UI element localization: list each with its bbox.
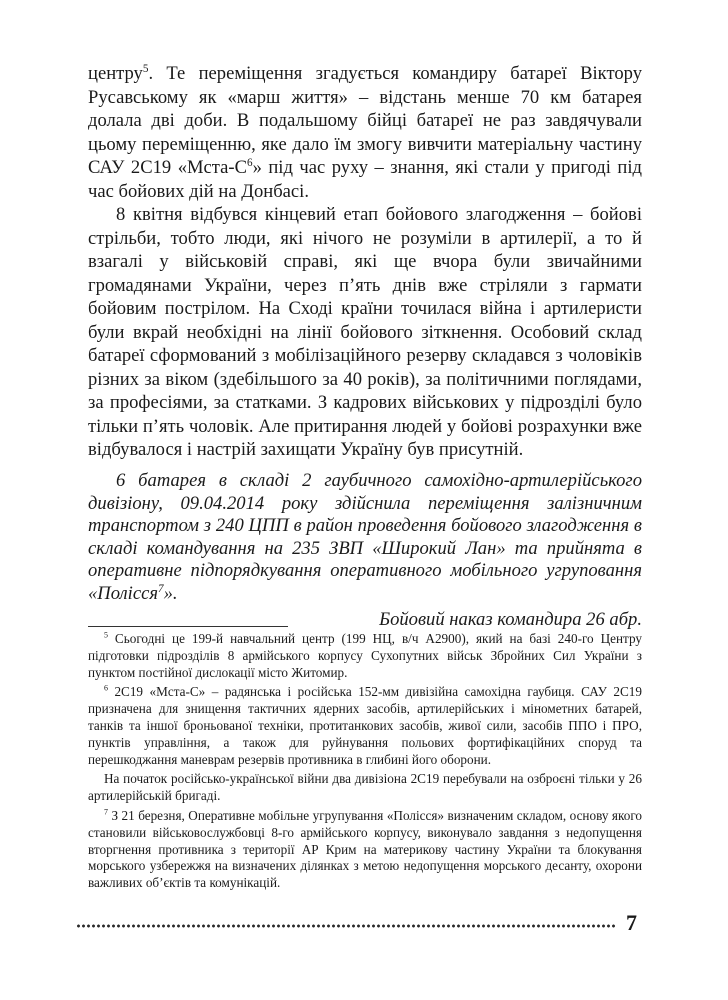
paragraph-1 xyxy=(88,62,642,203)
footnotes xyxy=(88,631,642,895)
footnote-7-number: 7 xyxy=(104,807,108,817)
footnote-5-number: 5 xyxy=(104,630,108,640)
main-text xyxy=(88,62,642,462)
footnote-7 xyxy=(88,808,642,892)
footnote-5-text: Сьогодні це 199-й навчальний центр (199 НЦ, в/ч А2900), який на базі 240-го Центру підготовки підрозділів 8 армійського корпусу Сухопутних військ Збройних Сил України з пунктом постійної дислокації місто Житомир. xyxy=(88,631,642,680)
footnote-5 xyxy=(88,631,642,681)
footnote-ref-6: 6 xyxy=(246,156,253,169)
p1-mid: . Те переміщення згадується командиру батареї Віктору Русавському як «марш життя» – відстань менше 70 км батарея долала дві доби. В подальшому бійці батареї не раз завдячували цьому переміщенню, яке дало їм змогу вивчити матеріальну частину САУ 2С19 «Мста-С xyxy=(88,63,642,178)
footnote-6-continued: На початок російсько-української війни два дивізіона 2С19 перебували на озброєні тільки у 26 артилерійській бригаді. xyxy=(88,771,642,804)
footnote-6 xyxy=(88,684,642,768)
quote-end: ». xyxy=(163,582,178,604)
footnote-separator xyxy=(88,626,288,627)
quote-block xyxy=(88,470,642,632)
quote-signature: Бойовий наказ командира 26 абр. xyxy=(379,609,642,630)
p1-start: центру xyxy=(88,63,143,84)
footnote-6-text: 2С19 «Мста-С» – радянська і російська 152-мм дивізійна самохідна гаубиця. САУ 2С19 призначена для знищення тактичних ядерних засобів, артилерійських і мінометних батарей, танків та іншої броньованої техніки, протитанкових засобів, живої сили, засобів ППО і ПРО, пунктів управління, а також для руйнування польових фортифікаційних споруд та перешкоджання маневрам резервів противника в глибині його оборони. xyxy=(88,684,642,767)
quote-body: 6 батарея в складі 2 гаубичного самохідно-артилерійського дивізіону, 09.04.2014 року здійснила переміщення залізничним транспортом з 240 ЦПП в район проведення бойового злагодження в складі командування на 235 ЗВП «Широкий Лан» та прийнята в оперативне підпорядкування оперативного мобільного угруповання «Полісся xyxy=(88,470,642,604)
footnote-6-number: 6 xyxy=(104,684,108,693)
footer-dotted-rule xyxy=(76,924,616,928)
footnote-ref-5: 5 xyxy=(142,62,149,75)
paragraph-2: 8 квітня відбувся кінцевий етап бойового злагодження – бойові стрільби, тобто люди, які нічого не розуміли в артилерії, а то й взагалі у військовій справі, які ще вчора були звичайними громадянами України, через п’ять днів вже стріляли з гармати бойовим пострілом. На Сході країни точилася війна і артилеристи були вкрай необхідні на лінії бойового зіткнення. Особовий склад батареї сформований з мобілізаційного резерву складався з чоловіків різних за віком (здебільшого за 40 років), за політичними поглядами, за професіями, за статками. З кадрових військових у підрозділі було тільки п’ять чоловік. Але притирання людей у бойові розрахунки вже відбувалося і настрій захищати Україну був присутній. xyxy=(88,204,642,460)
page-number: 7 xyxy=(626,910,637,935)
footnote-ref-7: 7 xyxy=(157,582,164,595)
p1-end: » під час руху – знання, які стали у пригоді під час бойових дій на Донбасі. xyxy=(88,157,642,202)
footnote-7-text: З 21 березня, Оперативне мобільне угрупування «Полісся» визначеним складом, основу якого становили військовослужбовці 8-го армійського корпусу, виконувало завдання з недопущення вторгнення противника з території АР Крим на материкову частину України та блокування морського узбережжя на визначених ділянках з метою недопущення морського десанту, охорони важливих об’єктів та комунікацій. xyxy=(88,807,642,891)
quote-text xyxy=(88,470,642,605)
